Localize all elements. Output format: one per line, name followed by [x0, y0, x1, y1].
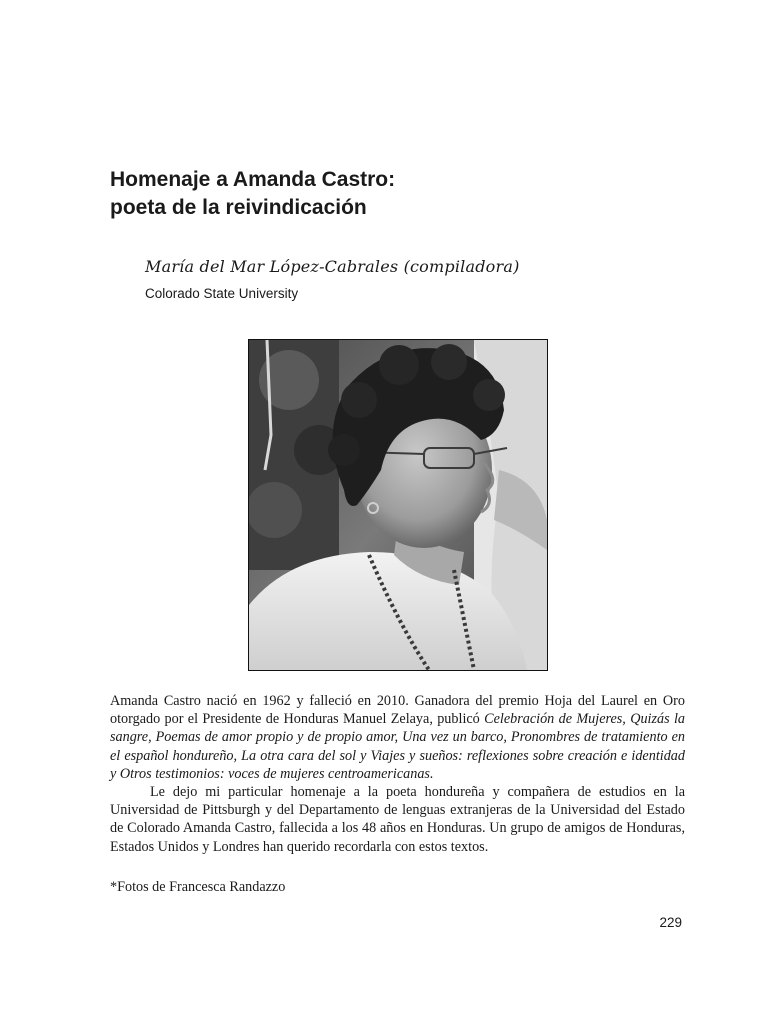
body-paragraph-2: Le dejo mi particular homenaje a la poeta hondureña y compañera de estudios en la Universidad de Pittsburgh y del Departamento de lenguas extranjeras de la Universidad del Estado de Colorado Amanda Castro, fallecida a los 48 años en Honduras. Un grupo de amigos de Honduras, Estados Unidos y Londres han querido recordarla con estos textos. — [110, 784, 685, 855]
portrait-photo-icon — [249, 340, 547, 670]
body-paragraph-1-lead: Amanda Castro nació en 1962 y falleció en 2010. Ganadora del premio Hoja del Laurel en Oro otorgado por el Presidente de Honduras Manuel Zelaya, publicó — [110, 693, 685, 728]
article-title-line-2: poeta de la reivindicación — [110, 196, 367, 219]
portrait-photo — [248, 339, 548, 671]
article-title — [110, 166, 670, 222]
body-paragraph-1 — [110, 692, 685, 783]
author-affiliation: Colorado State University — [145, 286, 299, 301]
body-paragraph-1-works: Celebración de Mujeres, Quizás la sangre, Poemas de amor propio y de propio amor, Una vez un barco, Pronombres de tratamiento en el español hondureño, La otra cara del sol y Viajes y sueños: reflexiones sobre creación e identidad y Otros testimonios: voces de mujeres centroamericanas. — [110, 711, 685, 782]
author-name: María del Mar López-Cabrales (compiladora) — [145, 257, 520, 276]
article-title-line-1: Homenaje a Amanda Castro: — [110, 168, 396, 191]
article-body — [110, 692, 685, 856]
page-number: 229 — [659, 915, 682, 930]
photo-credit-footnote: *Fotos de Francesca Randazzo — [110, 879, 286, 895]
